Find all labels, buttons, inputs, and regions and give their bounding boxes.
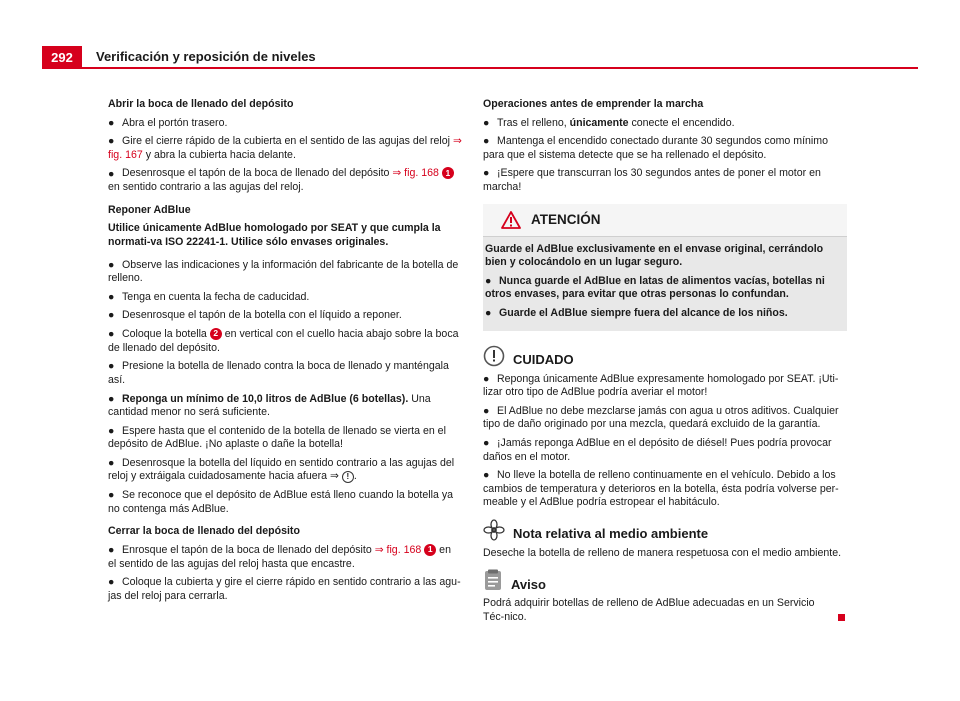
caution-icon: ! <box>342 471 354 483</box>
environment-title: Nota relativa al medio ambiente <box>513 526 709 542</box>
list-item: ● Gire el cierre rápido de la cubierta en el sentido de las agujas del reloj ⇒ fig. 167 y abra la cubierta hacia delante. <box>108 135 462 161</box>
list-item: ● Espere hasta que el contenido de la botella de llenado se vierta en el depósito de AdBlue. ¡No aplaste o dañe la botella! <box>108 424 446 451</box>
list-item: ● Reponga únicamente AdBlue expresamente homologado por SEAT. ¡Uti-lizar otro tipo de AdBlue podría averiar el motor! <box>483 372 839 399</box>
caution-title: CUIDADO <box>513 351 574 367</box>
bullet-icon: ● <box>108 116 115 129</box>
bullet-icon: ● <box>108 424 115 437</box>
note-body <box>483 597 847 624</box>
header-divider <box>42 67 918 69</box>
bullet-icon: ● <box>108 456 115 469</box>
note-icon <box>483 569 503 591</box>
figure-link[interactable]: ⇒ fig. 168 <box>374 544 422 557</box>
warning-box-header <box>483 204 847 237</box>
warning-text: Guarde el AdBlue exclusivamente en el envase original, cerrándolo bien y colocándolo en un lugar seguro. <box>485 242 824 269</box>
bullet-icon: ● <box>483 372 490 385</box>
bullet-icon: ● <box>485 306 492 319</box>
figure-link[interactable]: ⇒ fig. 167 <box>108 135 462 161</box>
bullet-icon: ● <box>108 576 115 589</box>
bullet-icon: ● <box>483 436 490 449</box>
caution-header <box>483 345 847 367</box>
bullet-icon: ● <box>108 258 115 271</box>
exclamation-circle-icon <box>483 345 505 367</box>
bullet-icon: ● <box>485 274 492 287</box>
bullet-icon: ● <box>108 290 115 303</box>
list-item: ● Nunca guarde el AdBlue en latas de alimentos vacías, botellas ni otros envases, para evitar que otras personas lo confundan. <box>485 274 825 301</box>
list-item: ● Mantenga el encendido conectado durante 30 segundos como mínimo para que el sistema detecte que se ha rellenado el depósito. <box>483 135 828 161</box>
section-refill-title: Reponer AdBlue <box>108 203 191 216</box>
bullet-icon: ● <box>483 469 490 482</box>
note-header <box>483 569 847 591</box>
bullet-icon: ● <box>483 404 490 417</box>
environment-header <box>483 519 847 541</box>
bullet-icon: ● <box>108 167 115 180</box>
warning-box <box>483 204 847 331</box>
environment-text: Deseche la botella de relleno de manera respetuosa con el medio ambiente. <box>483 546 842 559</box>
list-item: ● Abra el portón trasero. <box>108 116 228 129</box>
list-item: ● Reponga un mínimo de 10,0 litros de AdBlue (6 botellas). Una cantidad menor no será suficiente. <box>108 392 431 419</box>
bullet-icon: ● <box>108 135 115 148</box>
section-open-title: Abrir la boca de llenado del depósito <box>108 98 294 110</box>
list-item: ● El AdBlue no debe mezclarse jamás con agua u otros aditivos. Cualquier tipo de daño originado por una mezcla, quedará excluido de la garantía. <box>483 404 839 431</box>
list-item: ● No lleve la botella de relleno continuamente en el vehículo. Debido a los cambios de temperatura y deterioros en la botella, ésta podría volverse per-meable y el AdBlue podría estropear el habitáculo. <box>483 469 839 509</box>
flower-icon <box>483 519 505 541</box>
list-item: ● Se reconoce que el depósito de AdBlue está lleno cuando la botella ya no contenga más AdBlue. <box>108 489 454 515</box>
list-item: ● Coloque la cubierta y gire el cierre rápido en sentido contrario a las agu-jas del reloj para cerrarla. <box>108 576 461 602</box>
list-item: ● Tenga en cuenta la fecha de caducidad. <box>108 290 310 303</box>
bullet-icon: ● <box>108 392 115 405</box>
warning-triangle-icon <box>501 211 521 229</box>
list-item: ● Coloque la botella 2 en vertical con el cuello hacia abajo sobre la boca de llenado del depósito. <box>108 328 459 354</box>
refill-intro: Utilice únicamente AdBlue homologado por SEAT y que cumpla la normati-va ISO 22241-1. Utilice sólo envases originales. <box>108 222 441 248</box>
list-item: ● Presione la botella de llenado contra la boca de llenado y manténgala así. <box>108 360 449 386</box>
list-item: ● Tras el relleno, únicamente conecte el encendido. <box>483 116 735 129</box>
list-item: ● Guarde el AdBlue siempre fuera del alcance de los niños. <box>485 306 788 319</box>
bullet-icon: ● <box>483 167 490 180</box>
warning-box-body <box>483 237 847 331</box>
callout-number: 1 <box>424 544 436 556</box>
page-title: Verificación y reposición de niveles <box>96 49 316 64</box>
page-number: 292 <box>42 46 82 68</box>
list-item: ● ¡Espere que transcurran los 30 segundos antes de poner el motor en marcha! <box>483 167 821 193</box>
bullet-icon: ● <box>483 116 490 129</box>
callout-number: 2 <box>210 328 222 340</box>
list-item: ● Desenrosque la botella del líquido en sentido contrario a las agujas del reloj y extráigala cuidadosamente hacia afuera ⇒ ! . <box>108 456 455 483</box>
list-item: ● ¡Jamás reponga AdBlue en el depósito de diésel! Pues podría provocar daños en el motor. <box>483 436 832 463</box>
bullet-icon: ● <box>108 309 115 322</box>
section-operations-title: Operaciones antes de emprender la marcha <box>483 98 704 110</box>
list-item: ● Observe las indicaciones y la información del fabricante de la botella de relleno. <box>108 258 459 285</box>
note-text: Podrá adquirir botellas de relleno de AdBlue adecuadas en un Servicio Téc-nico. <box>483 597 815 624</box>
end-of-section-marker <box>838 614 845 621</box>
list-item: ● Enrosque el tapón de la boca de llenado del depósito ⇒ fig. 168 1 en el sentido de las agujas del reloj hasta que encastre. <box>108 544 451 570</box>
bullet-icon: ● <box>108 360 115 373</box>
callout-number: 1 <box>442 167 454 179</box>
left-column <box>108 98 462 608</box>
right-column <box>483 98 847 630</box>
warning-title: ATENCIÓN <box>531 211 601 227</box>
note-title: Aviso <box>511 576 546 592</box>
figure-link[interactable]: ⇒ fig. 168 <box>392 167 439 180</box>
bullet-icon: ● <box>483 135 490 148</box>
bullet-icon: ● <box>108 489 115 502</box>
bullet-icon: ● <box>108 544 115 557</box>
section-close-title: Cerrar la boca de llenado del depósito <box>108 525 300 538</box>
list-item: ● Desenrosque el tapón de la botella con el líquido a reponer. <box>108 309 402 322</box>
bullet-icon: ● <box>108 328 115 341</box>
list-item: ● Desenrosque el tapón de la boca de llenado del depósito ⇒ fig. 168 1 en sentido contrario a las agujas del reloj. <box>108 167 462 194</box>
